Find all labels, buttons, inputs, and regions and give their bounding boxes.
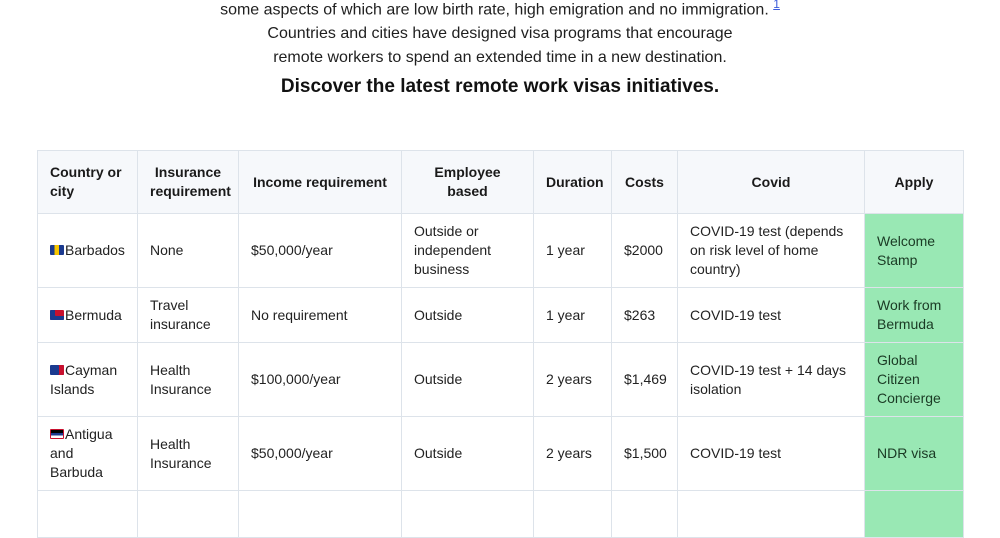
covid-cell: COVID-19 test (depends on risk level of home country) [678,214,865,288]
intro-line-3: remote workers to spend an extended time in a new destination. [273,49,727,67]
employee-cell: Outside [402,288,534,343]
duration-cell: 2 years [534,343,612,417]
country-name: Bermuda [65,306,122,323]
intro-line-2: Countries and cities have designed visa programs that encourage [267,25,733,43]
table-row [38,491,964,538]
antigua-flag-icon [50,429,64,439]
duration-cell: 1 year [534,288,612,343]
cayman-islands-flag-icon [50,365,64,375]
table-cell [38,491,138,538]
income-cell: $100,000/year [239,343,402,417]
header-income: Income requirement [239,151,402,214]
income-cell: $50,000/year [239,417,402,491]
apply-link[interactable]: Work from Bermuda [865,288,964,343]
apply-link[interactable] [865,491,964,538]
bermuda-flag-icon [50,310,64,320]
costs-cell: $1,469 [612,343,678,417]
visa-table [37,150,964,538]
country-name: Antigua and Barbuda [50,426,113,480]
table-row [38,343,964,417]
insurance-cell: Travel insurance [138,288,239,343]
income-cell: $50,000/year [239,214,402,288]
intro-line-1 [0,0,1000,22]
header-insurance: Insurance requirement [138,151,239,214]
footnote-link[interactable]: 1 [773,0,780,11]
header-costs: Costs [612,151,678,214]
covid-cell: COVID-19 test + 14 days isolation [678,343,865,417]
costs-cell: $1,500 [612,417,678,491]
country-cell [38,288,138,343]
employee-cell: Outside or independent business [402,214,534,288]
country-cell [38,214,138,288]
table-cell [534,491,612,538]
covid-cell: COVID-19 test [678,288,865,343]
apply-link[interactable]: Welcome Stamp [865,214,964,288]
employee-cell: Outside [402,417,534,491]
header-country: Country or city [38,151,138,214]
country-cell [38,417,138,491]
table-cell [402,491,534,538]
insurance-cell: None [138,214,239,288]
apply-link[interactable]: NDR visa [865,417,964,491]
header-apply: Apply [865,151,964,214]
country-name: Barbados [65,242,125,258]
apply-link[interactable]: Global Citizen Concierge [865,343,964,417]
table-cell [678,491,865,538]
duration-cell: 1 year [534,214,612,288]
header-duration: Duration [534,151,612,214]
country-cell [38,343,138,417]
section-headline: Discover the latest remote work visas initiatives. [280,76,720,97]
table-row [38,288,964,343]
table-row [38,417,964,491]
intro-line-1-text: some aspects of which are low birth rate, high emigration and no immigration. [220,1,769,19]
intro-text [0,0,1000,70]
country-name: Cayman Islands [50,361,118,397]
income-cell: No requirement [239,288,402,343]
header-covid: Covid [678,151,865,214]
duration-cell: 2 years [534,417,612,491]
employee-cell: Outside [402,343,534,417]
insurance-cell: Health Insurance [138,343,239,417]
table-cell [612,491,678,538]
barbados-flag-icon [50,245,64,255]
table-header-row [38,151,964,214]
covid-cell: COVID-19 test [678,417,865,491]
costs-cell: $263 [612,288,678,343]
header-employee: Employee based [402,151,534,214]
table-row [38,214,964,288]
table-cell [239,491,402,538]
table-cell [138,491,239,538]
insurance-cell: Health Insurance [138,417,239,491]
costs-cell: $2000 [612,214,678,288]
